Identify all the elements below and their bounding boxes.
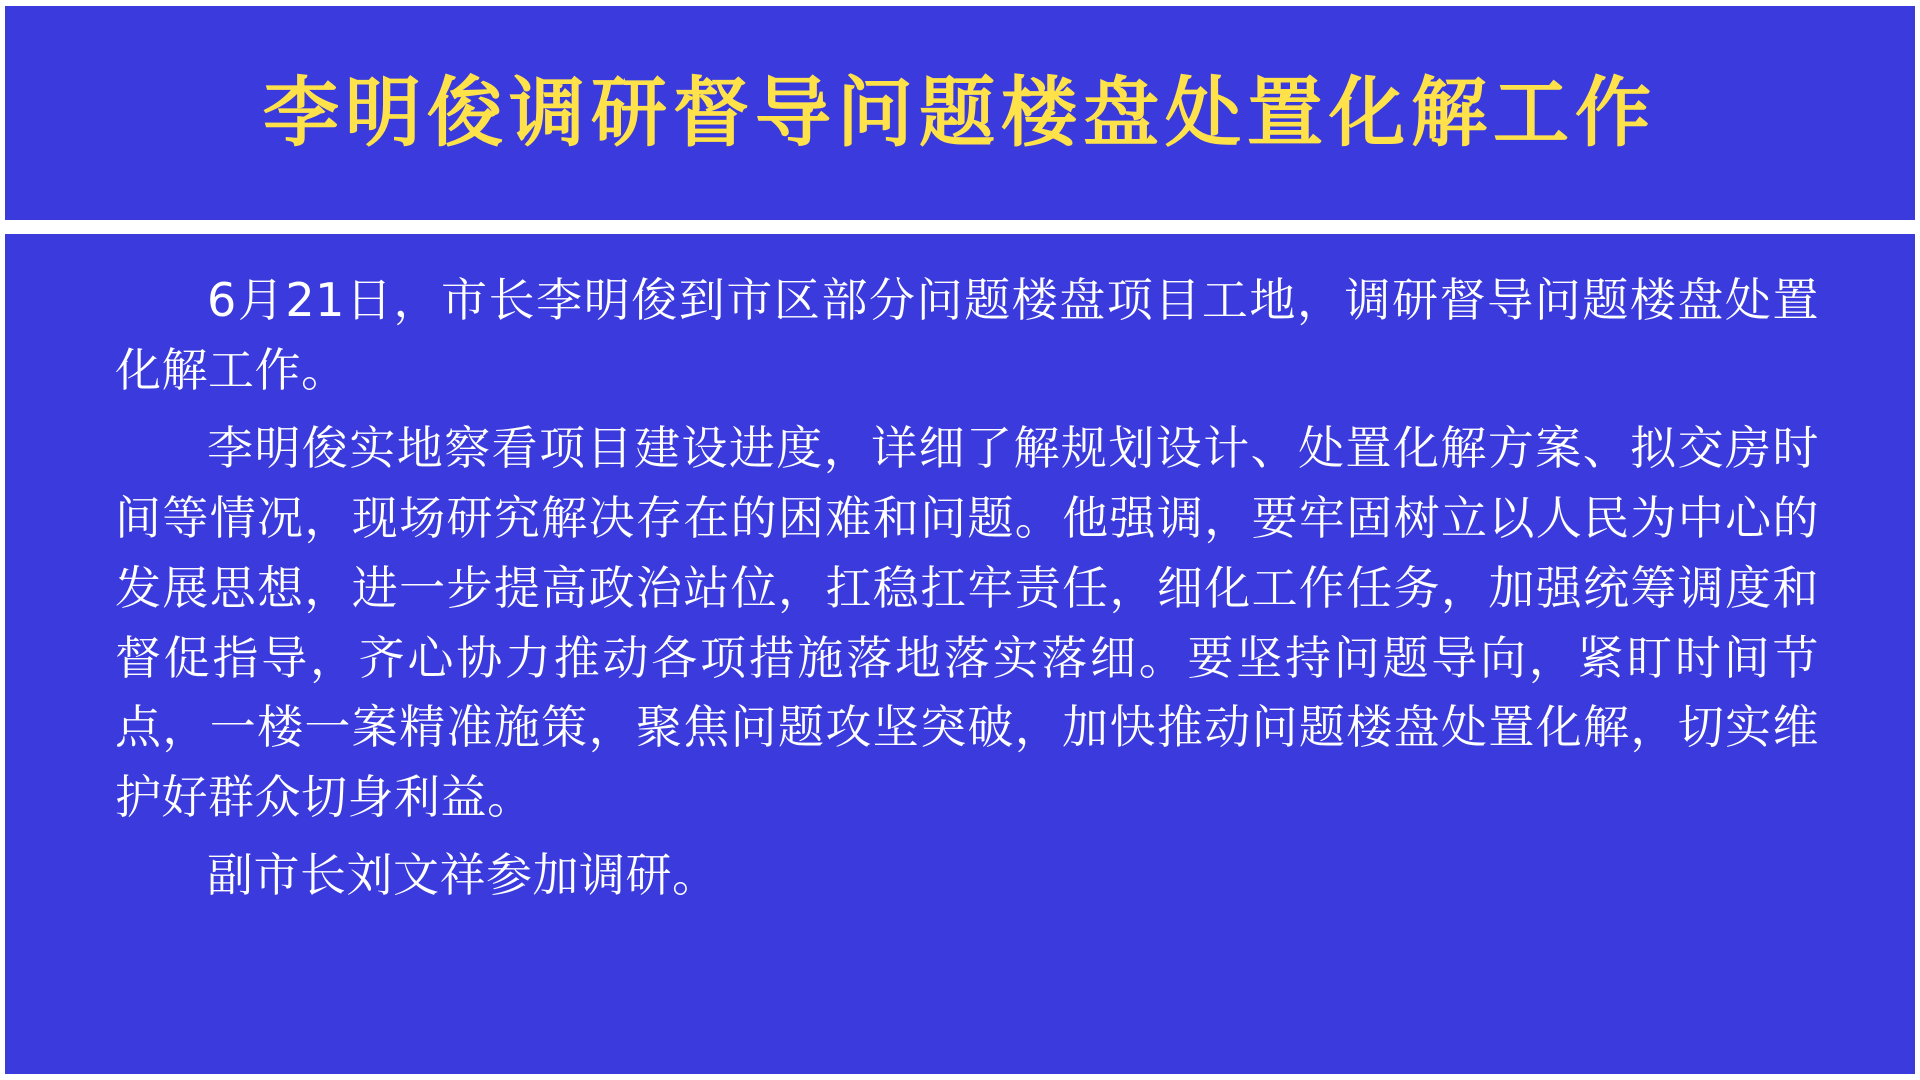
body-paragraph-3: 副市长刘文祥参加调研。 [207,848,719,903]
frame-border-bottom [0,1074,1920,1080]
body-paragraph-1: 6月21日，市长李明俊到市区部分问题楼盘项目工地，调研督导问题楼盘处置化解工作。 [115,273,1819,397]
frame-border-right [1915,0,1920,1080]
body-paragraph-2: 李明俊实地察看项目建设进度，详细了解规划设计、处置化解方案、拟交房时间等情况，现场研究解决存在的困难和问题。他强调，要牢固树立以人民为中心的发展思想，进一步提高政治站位，扛稳扛牢责任，细化工作任务，加强统筹调度和督促指导，齐心协力推动各项措施落地落实落细。要坚持问题导向，紧盯时间节点，一楼一案精准施策，聚焦问题攻坚突破，加快推动问题楼盘处置化解，切实维护好群众切身利益。 [115,420,1819,825]
title-divider [5,220,1915,234]
body-text-area [5,234,1915,1074]
page-title: 李明俊调研督导问题楼盘处置化解工作 [263,68,1657,158]
title-band [5,6,1915,220]
